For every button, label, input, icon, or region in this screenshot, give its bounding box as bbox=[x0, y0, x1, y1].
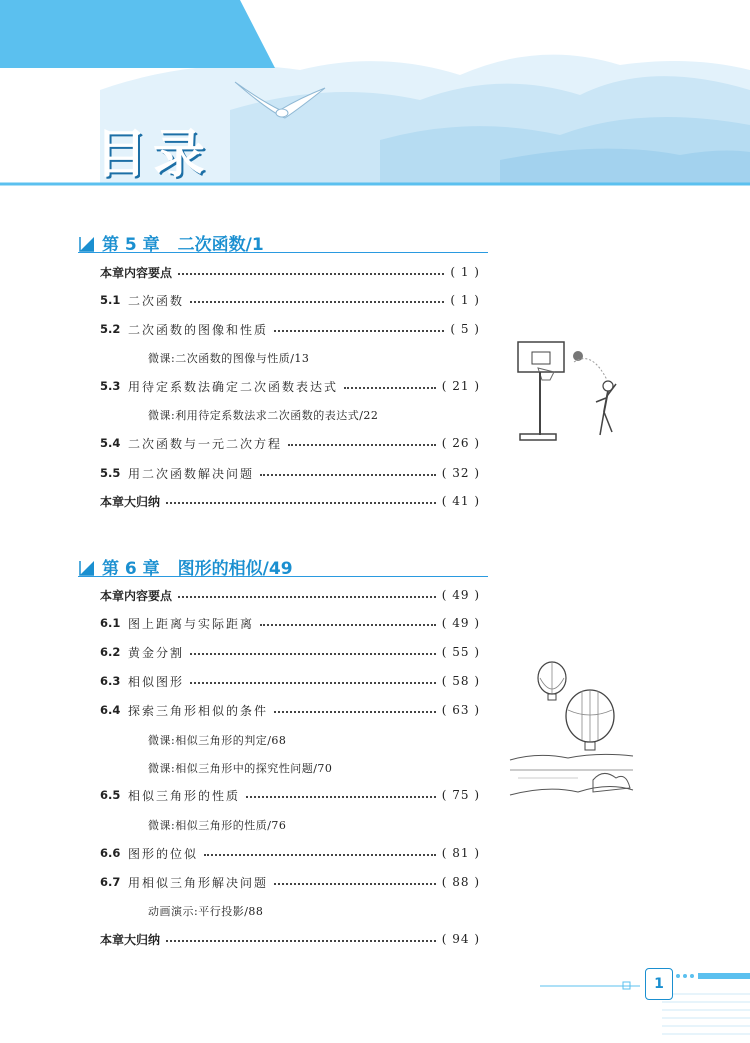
toc-entry[interactable] bbox=[100, 376, 480, 396]
entry-page: ( 21 ) bbox=[441, 379, 480, 393]
entry-label: 二次函数的图像和性质 bbox=[128, 322, 269, 337]
entry-page: ( 49 ) bbox=[441, 588, 480, 602]
entry-label: 本章内容要点 bbox=[100, 265, 173, 280]
section-number: 5.2 bbox=[100, 322, 121, 336]
section-number: 5.5 bbox=[100, 466, 121, 480]
toc-entry[interactable] bbox=[100, 319, 480, 339]
entry-label: 本章大归纳 bbox=[100, 494, 161, 509]
page-footer bbox=[0, 960, 750, 1043]
chapter-divider bbox=[78, 576, 488, 577]
section-number: 6.5 bbox=[100, 788, 121, 802]
entry-label: 相似图形 bbox=[128, 674, 185, 689]
toc-entry[interactable] bbox=[100, 843, 480, 863]
page-number: 1 bbox=[645, 968, 673, 1000]
micro-lesson-entry[interactable]: 微课:相似三角形中的探究性问题/70 bbox=[148, 762, 333, 775]
chapter-number: 第 5 章 bbox=[102, 235, 160, 255]
micro-lesson-entry[interactable]: 微课:利用待定系数法求二次函数的表达式/22 bbox=[148, 409, 379, 422]
chapter-title: 二次函数/1 bbox=[177, 235, 264, 255]
section-number: 6.2 bbox=[100, 645, 121, 659]
entry-page: ( 58 ) bbox=[441, 674, 480, 688]
entry-page: ( 81 ) bbox=[441, 846, 480, 860]
chapter-marker-icon bbox=[78, 235, 96, 253]
leader-dots bbox=[178, 596, 436, 598]
section-number: 5.3 bbox=[100, 379, 121, 393]
leader-dots bbox=[274, 883, 436, 885]
toc-entry[interactable] bbox=[100, 463, 480, 483]
entry-page: ( 32 ) bbox=[441, 466, 480, 480]
animation-demo-entry[interactable]: 动画演示:平行投影/88 bbox=[148, 905, 264, 918]
leader-dots bbox=[166, 502, 436, 504]
entry-page: ( 94 ) bbox=[441, 932, 480, 946]
entry-label: 用待定系数法确定二次函数表达式 bbox=[128, 379, 339, 394]
leader-dots bbox=[274, 330, 444, 332]
entry-page: ( 75 ) bbox=[441, 788, 480, 802]
entry-label: 本章大归纳 bbox=[100, 932, 161, 947]
hot-air-balloon-illustration bbox=[508, 660, 638, 805]
chapter-number: 第 6 章 bbox=[102, 559, 160, 579]
entry-label: 图形的位似 bbox=[128, 846, 199, 861]
toc-entry[interactable] bbox=[100, 642, 480, 662]
basketball-illustration bbox=[512, 340, 632, 445]
entry-page: ( 41 ) bbox=[441, 494, 480, 508]
entry-label: 用二次函数解决问题 bbox=[128, 466, 255, 481]
leader-dots bbox=[260, 474, 436, 476]
toc-entry[interactable] bbox=[100, 785, 480, 805]
toc-entry[interactable] bbox=[100, 700, 480, 720]
chapter-divider bbox=[78, 252, 488, 253]
section-number: 6.6 bbox=[100, 846, 121, 860]
micro-lesson-entry[interactable]: 微课:二次函数的图像与性质/13 bbox=[148, 352, 310, 365]
entry-label: 二次函数 bbox=[128, 293, 185, 308]
leader-dots bbox=[204, 854, 436, 856]
leader-dots bbox=[178, 273, 444, 275]
entry-page: ( 5 ) bbox=[450, 322, 480, 336]
entry-label: 相似三角形的性质 bbox=[128, 788, 241, 803]
page-header bbox=[0, 0, 750, 200]
toc-entry[interactable] bbox=[100, 491, 480, 511]
toc-entry[interactable] bbox=[100, 290, 480, 310]
entry-page: ( 1 ) bbox=[450, 265, 480, 279]
section-number: 6.4 bbox=[100, 703, 121, 717]
toc-entry[interactable] bbox=[100, 585, 480, 605]
entry-page: ( 1 ) bbox=[450, 293, 480, 307]
entry-label: 图上距离与实际距离 bbox=[128, 616, 255, 631]
entry-page: ( 63 ) bbox=[441, 703, 480, 717]
section-number: 6.7 bbox=[100, 875, 121, 889]
section-number: 6.1 bbox=[100, 616, 121, 630]
leader-dots bbox=[190, 301, 444, 303]
entry-label: 本章内容要点 bbox=[100, 588, 173, 603]
entry-page: ( 55 ) bbox=[441, 645, 480, 659]
leader-dots bbox=[190, 682, 436, 684]
micro-lesson-entry[interactable]: 微课:相似三角形的判定/68 bbox=[148, 734, 287, 747]
toc-entry[interactable] bbox=[100, 929, 480, 949]
leader-dots bbox=[166, 940, 436, 942]
leader-dots bbox=[190, 653, 436, 655]
entry-label: 用相似三角形解决问题 bbox=[128, 875, 269, 890]
section-number: 6.3 bbox=[100, 674, 121, 688]
chapter-marker-icon bbox=[78, 559, 96, 577]
entry-page: ( 49 ) bbox=[441, 616, 480, 630]
micro-lesson-entry[interactable]: 微课:相似三角形的性质/76 bbox=[148, 819, 287, 832]
toc-entry[interactable] bbox=[100, 262, 480, 282]
leader-dots bbox=[344, 387, 436, 389]
toc-entry[interactable] bbox=[100, 872, 480, 892]
entry-label: 黄金分割 bbox=[128, 645, 185, 660]
entry-page: ( 26 ) bbox=[441, 436, 480, 450]
section-number: 5.1 bbox=[100, 293, 121, 307]
toc-entry[interactable] bbox=[100, 671, 480, 691]
title-banner bbox=[0, 0, 275, 68]
toc-entry[interactable] bbox=[100, 613, 480, 633]
toc-entry[interactable] bbox=[100, 433, 480, 453]
entry-label: 探索三角形相似的条件 bbox=[128, 703, 269, 718]
section-number: 5.4 bbox=[100, 436, 121, 450]
leader-dots bbox=[260, 624, 436, 626]
chapter-title: 图形的相似/49 bbox=[177, 559, 293, 579]
page-title: 目录 bbox=[95, 125, 212, 185]
entry-label: 二次函数与一元二次方程 bbox=[128, 436, 283, 451]
leader-dots bbox=[246, 796, 436, 798]
leader-dots bbox=[274, 711, 436, 713]
entry-page: ( 88 ) bbox=[441, 875, 480, 889]
leader-dots bbox=[288, 444, 436, 446]
